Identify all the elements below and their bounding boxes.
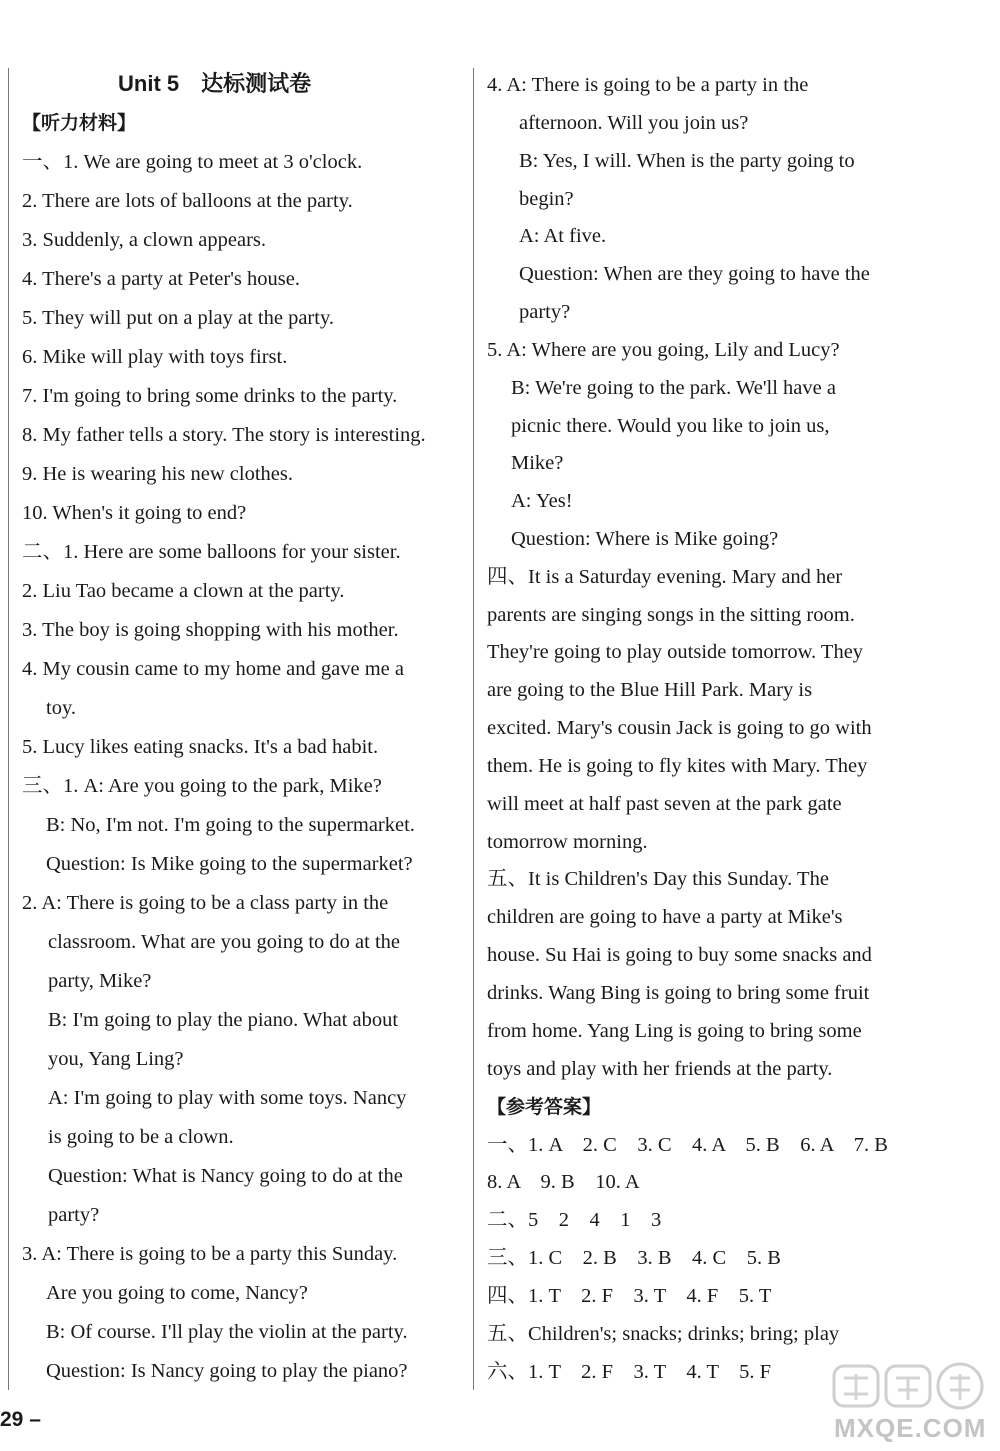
text-line: A: Yes! [511, 490, 573, 512]
text-line: is going to be a clown. [48, 1126, 234, 1148]
text-line: party? [48, 1204, 100, 1226]
text-line: B: Of course. I'll play the violin at the party. [46, 1321, 408, 1343]
text-line: 二、1. Here are some balloons for your sister. [22, 541, 401, 563]
answer-line: 三、1. C 2. B 3. B 4. C 5. B [487, 1247, 781, 1269]
text-line: 5. They will put on a play at the party. [22, 307, 334, 329]
text-line: are going to the Blue Hill Park. Mary is [487, 679, 813, 701]
text-line: A: I'm going to play with some toys. Nancy [48, 1087, 407, 1109]
text-line: 三、1. A: Are you going to the park, Mike? [22, 775, 382, 797]
text-line: afternoon. Will you join us? [519, 112, 749, 134]
text-line: B: I'm going to play the piano. What about [48, 1009, 399, 1031]
text-line: party? [519, 301, 571, 323]
page-number: 29 – [0, 1408, 41, 1431]
text-line: 2. Liu Tao became a clown at the party. [22, 580, 345, 602]
text-line: from home. Yang Ling is going to bring some [487, 1020, 862, 1042]
text-line: 2. There are lots of balloons at the party. [22, 190, 353, 212]
text-line: B: Yes, I will. When is the party going to [519, 150, 855, 172]
left-border-line [8, 68, 9, 1390]
answers-heading: 【参考答案】 [487, 1096, 602, 1118]
text-line: 7. I'm going to bring some drinks to the party. [22, 385, 398, 407]
watermark-text: MXQE.COM [834, 1413, 987, 1443]
text-line: you, Yang Ling? [48, 1048, 184, 1070]
answer-line: 一、1. A 2. C 3. C 4. A 5. B 6. A 7. B [487, 1134, 888, 1156]
text-line: 3. The boy is going shopping with his mother. [22, 619, 399, 641]
text-line: 9. He is wearing his new clothes. [22, 463, 293, 485]
text-line: parents are singing songs in the sitting room. [487, 604, 855, 626]
watermark-logo [812, 1360, 998, 1446]
text-line: begin? [519, 188, 574, 210]
text-line: 四、It is a Saturday evening. Mary and her [487, 566, 843, 588]
text-line: They're going to play outside tomorrow. They [487, 641, 864, 663]
text-line: 4. There's a party at Peter's house. [22, 268, 300, 290]
text-line: tomorrow morning. [487, 831, 648, 853]
text-line: 3. Suddenly, a clown appears. [22, 229, 267, 251]
text-line: 2. A: There is going to be a class party in the [22, 892, 389, 914]
text-line: 4. My cousin came to my home and gave me a [22, 658, 404, 680]
text-line: B: No, I'm not. I'm going to the supermarket. [46, 814, 415, 836]
text-line: them. He is going to fly kites with Mary. They [487, 755, 868, 777]
text-line: toys and play with her friends at the party. [487, 1058, 833, 1080]
text-line: 10. When's it going to end? [22, 502, 247, 524]
text-line: Question: Is Nancy going to play the piano? [46, 1360, 408, 1382]
page-title: Unit 5 达标测试卷 [118, 71, 312, 96]
text-line: 4. A: There is going to be a party in the [487, 74, 809, 96]
text-line: 一、1. We are going to meet at 3 o'clock. [22, 151, 363, 173]
listening-heading: 【听力材料】 [22, 112, 137, 134]
answer-line: 四、1. T 2. F 3. T 4. F 5. T [487, 1285, 772, 1307]
text-line: 3. A: There is going to be a party this Sunday. [22, 1243, 398, 1265]
text-line: 五、It is Children's Day this Sunday. The [487, 868, 829, 890]
text-line: A: At five. [519, 225, 607, 247]
text-line: 5. A: Where are you going, Lily and Lucy? [487, 339, 840, 361]
answer-line: 8. A 9. B 10. A [487, 1171, 640, 1193]
answer-line: 二、5 2 4 1 3 [487, 1209, 662, 1231]
text-line: toy. [46, 697, 76, 719]
text-line: excited. Mary's cousin Jack is going to go with [487, 717, 872, 739]
text-line: Question: Is Mike going to the supermarket? [46, 853, 413, 875]
text-line: Mike? [511, 452, 564, 474]
text-line: children are going to have a party at Mike's [487, 906, 843, 928]
answer-line: 六、1. T 2. F 3. T 4. T 5. F [487, 1361, 772, 1383]
text-line: Question: What is Nancy going to do at the [48, 1165, 403, 1187]
text-line: B: We're going to the park. We'll have a [511, 377, 836, 399]
text-line: classroom. What are you going to do at the [48, 931, 401, 953]
text-line: Are you going to come, Nancy? [46, 1282, 308, 1304]
text-line: 6. Mike will play with toys first. [22, 346, 288, 368]
text-line: 5. Lucy likes eating snacks. It's a bad habit. [22, 736, 379, 758]
text-line: picnic there. Would you like to join us, [511, 415, 830, 437]
column-divider [473, 68, 474, 1390]
text-line: party, Mike? [48, 970, 152, 992]
text-line: Question: Where is Mike going? [511, 528, 779, 550]
text-line: will meet at half past seven at the park gate [487, 793, 842, 815]
text-line: Question: When are they going to have the [519, 263, 870, 285]
text-line: 8. My father tells a story. The story is interesting. [22, 424, 426, 446]
text-line: drinks. Wang Bing is going to bring some fruit [487, 982, 870, 1004]
answer-line: 五、Children's; snacks; drinks; bring; play [487, 1323, 840, 1345]
text-line: house. Su Hai is going to buy some snacks and [487, 944, 872, 966]
